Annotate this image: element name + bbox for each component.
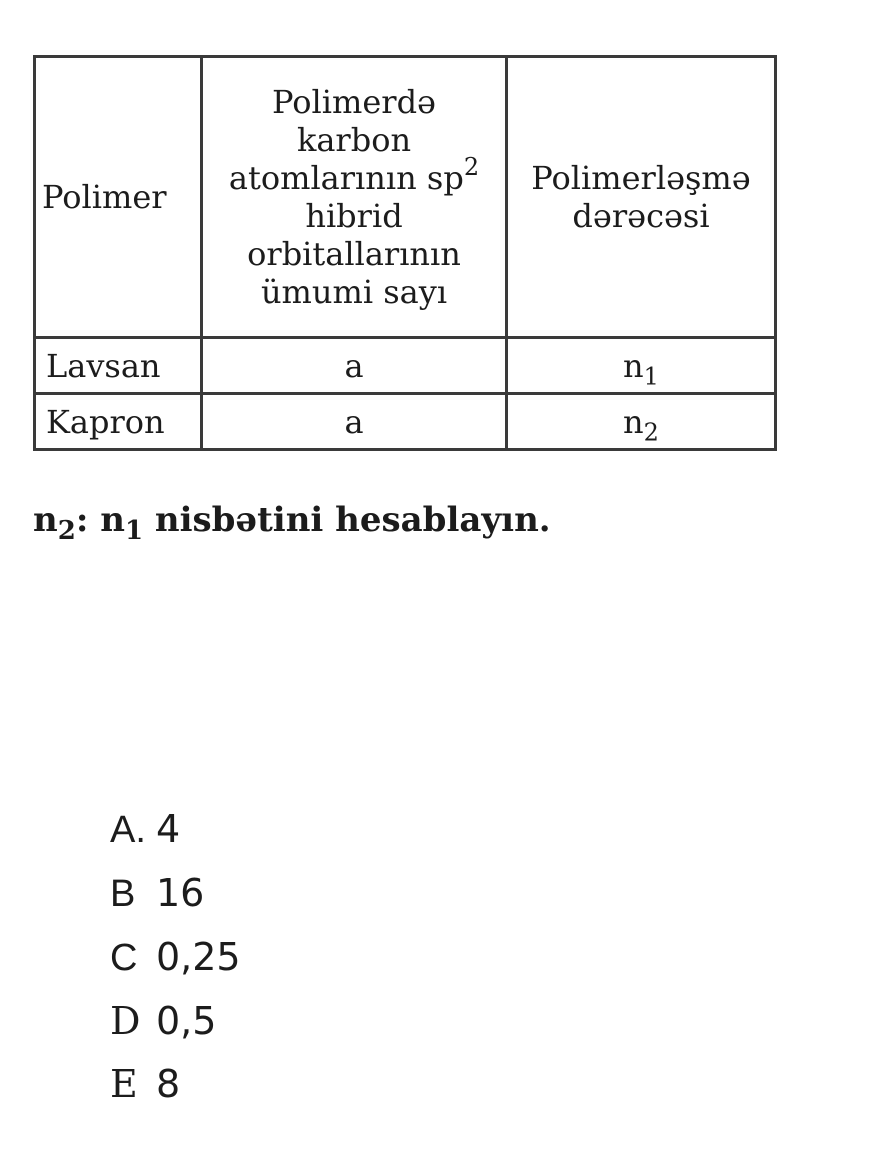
option-letter: D <box>110 999 141 1043</box>
option-a[interactable] <box>110 798 241 862</box>
row-degree-subscript: 1 <box>643 361 659 390</box>
header-degree-line-2: dərəcəsi <box>572 197 710 235</box>
question-n2: n <box>33 500 58 540</box>
row-degree-value <box>507 394 776 450</box>
question-n2-subscript: 2 <box>57 515 76 546</box>
header-sp2-count <box>202 57 507 338</box>
row-sp2-value: a <box>202 394 507 450</box>
question-n1: n <box>100 500 125 540</box>
option-value: 16 <box>156 871 205 915</box>
question-separator: : <box>75 500 101 540</box>
option-value: 0,25 <box>156 935 241 979</box>
option-letter: B <box>110 873 136 915</box>
option-c[interactable] <box>110 926 241 990</box>
question-body: nisbətini hesablayın. <box>143 500 551 540</box>
option-value: 0,5 <box>156 999 217 1043</box>
row-degree-base: n <box>623 346 644 385</box>
option-e[interactable] <box>110 1053 241 1116</box>
row-degree-value <box>507 338 776 394</box>
table-row <box>35 338 776 394</box>
row-degree-subscript: 2 <box>643 417 659 446</box>
header-degree-line-1: Polimerləşmə <box>531 159 751 197</box>
option-value: 8 <box>156 1062 181 1106</box>
header-polymer: Polimer <box>35 57 202 338</box>
question-n1-subscript: 1 <box>124 515 144 546</box>
header-degree <box>507 57 776 338</box>
data-table-container <box>33 55 770 451</box>
table-header-row <box>35 57 776 338</box>
header-sp2-superscript: 2 <box>463 153 480 182</box>
header-sp2-line-2: karbon <box>296 121 412 159</box>
row-polymer-name: Kapron <box>35 394 202 450</box>
row-polymer-name: Lavsan <box>35 338 202 394</box>
header-sp2-line-3: atomlarının sp <box>228 159 464 197</box>
header-sp2-line-1: Polimerdə <box>272 83 436 121</box>
header-sp2-line-4: hibrid <box>305 197 403 235</box>
row-sp2-value: a <box>202 338 507 394</box>
header-sp2-line-6: ümumi sayı <box>260 273 448 311</box>
table-row <box>35 394 776 450</box>
answer-options <box>110 798 241 1116</box>
option-letter: A. <box>110 809 146 851</box>
row-degree-base: n <box>623 402 644 441</box>
polymer-table <box>33 55 777 451</box>
question-text <box>33 498 551 546</box>
option-letter: E <box>110 1062 138 1106</box>
header-sp2-line-5: orbitallarının <box>247 235 461 273</box>
option-b[interactable] <box>110 862 241 926</box>
option-value: 4 <box>156 807 181 851</box>
option-d[interactable] <box>110 990 241 1053</box>
option-letter: C <box>110 937 138 979</box>
